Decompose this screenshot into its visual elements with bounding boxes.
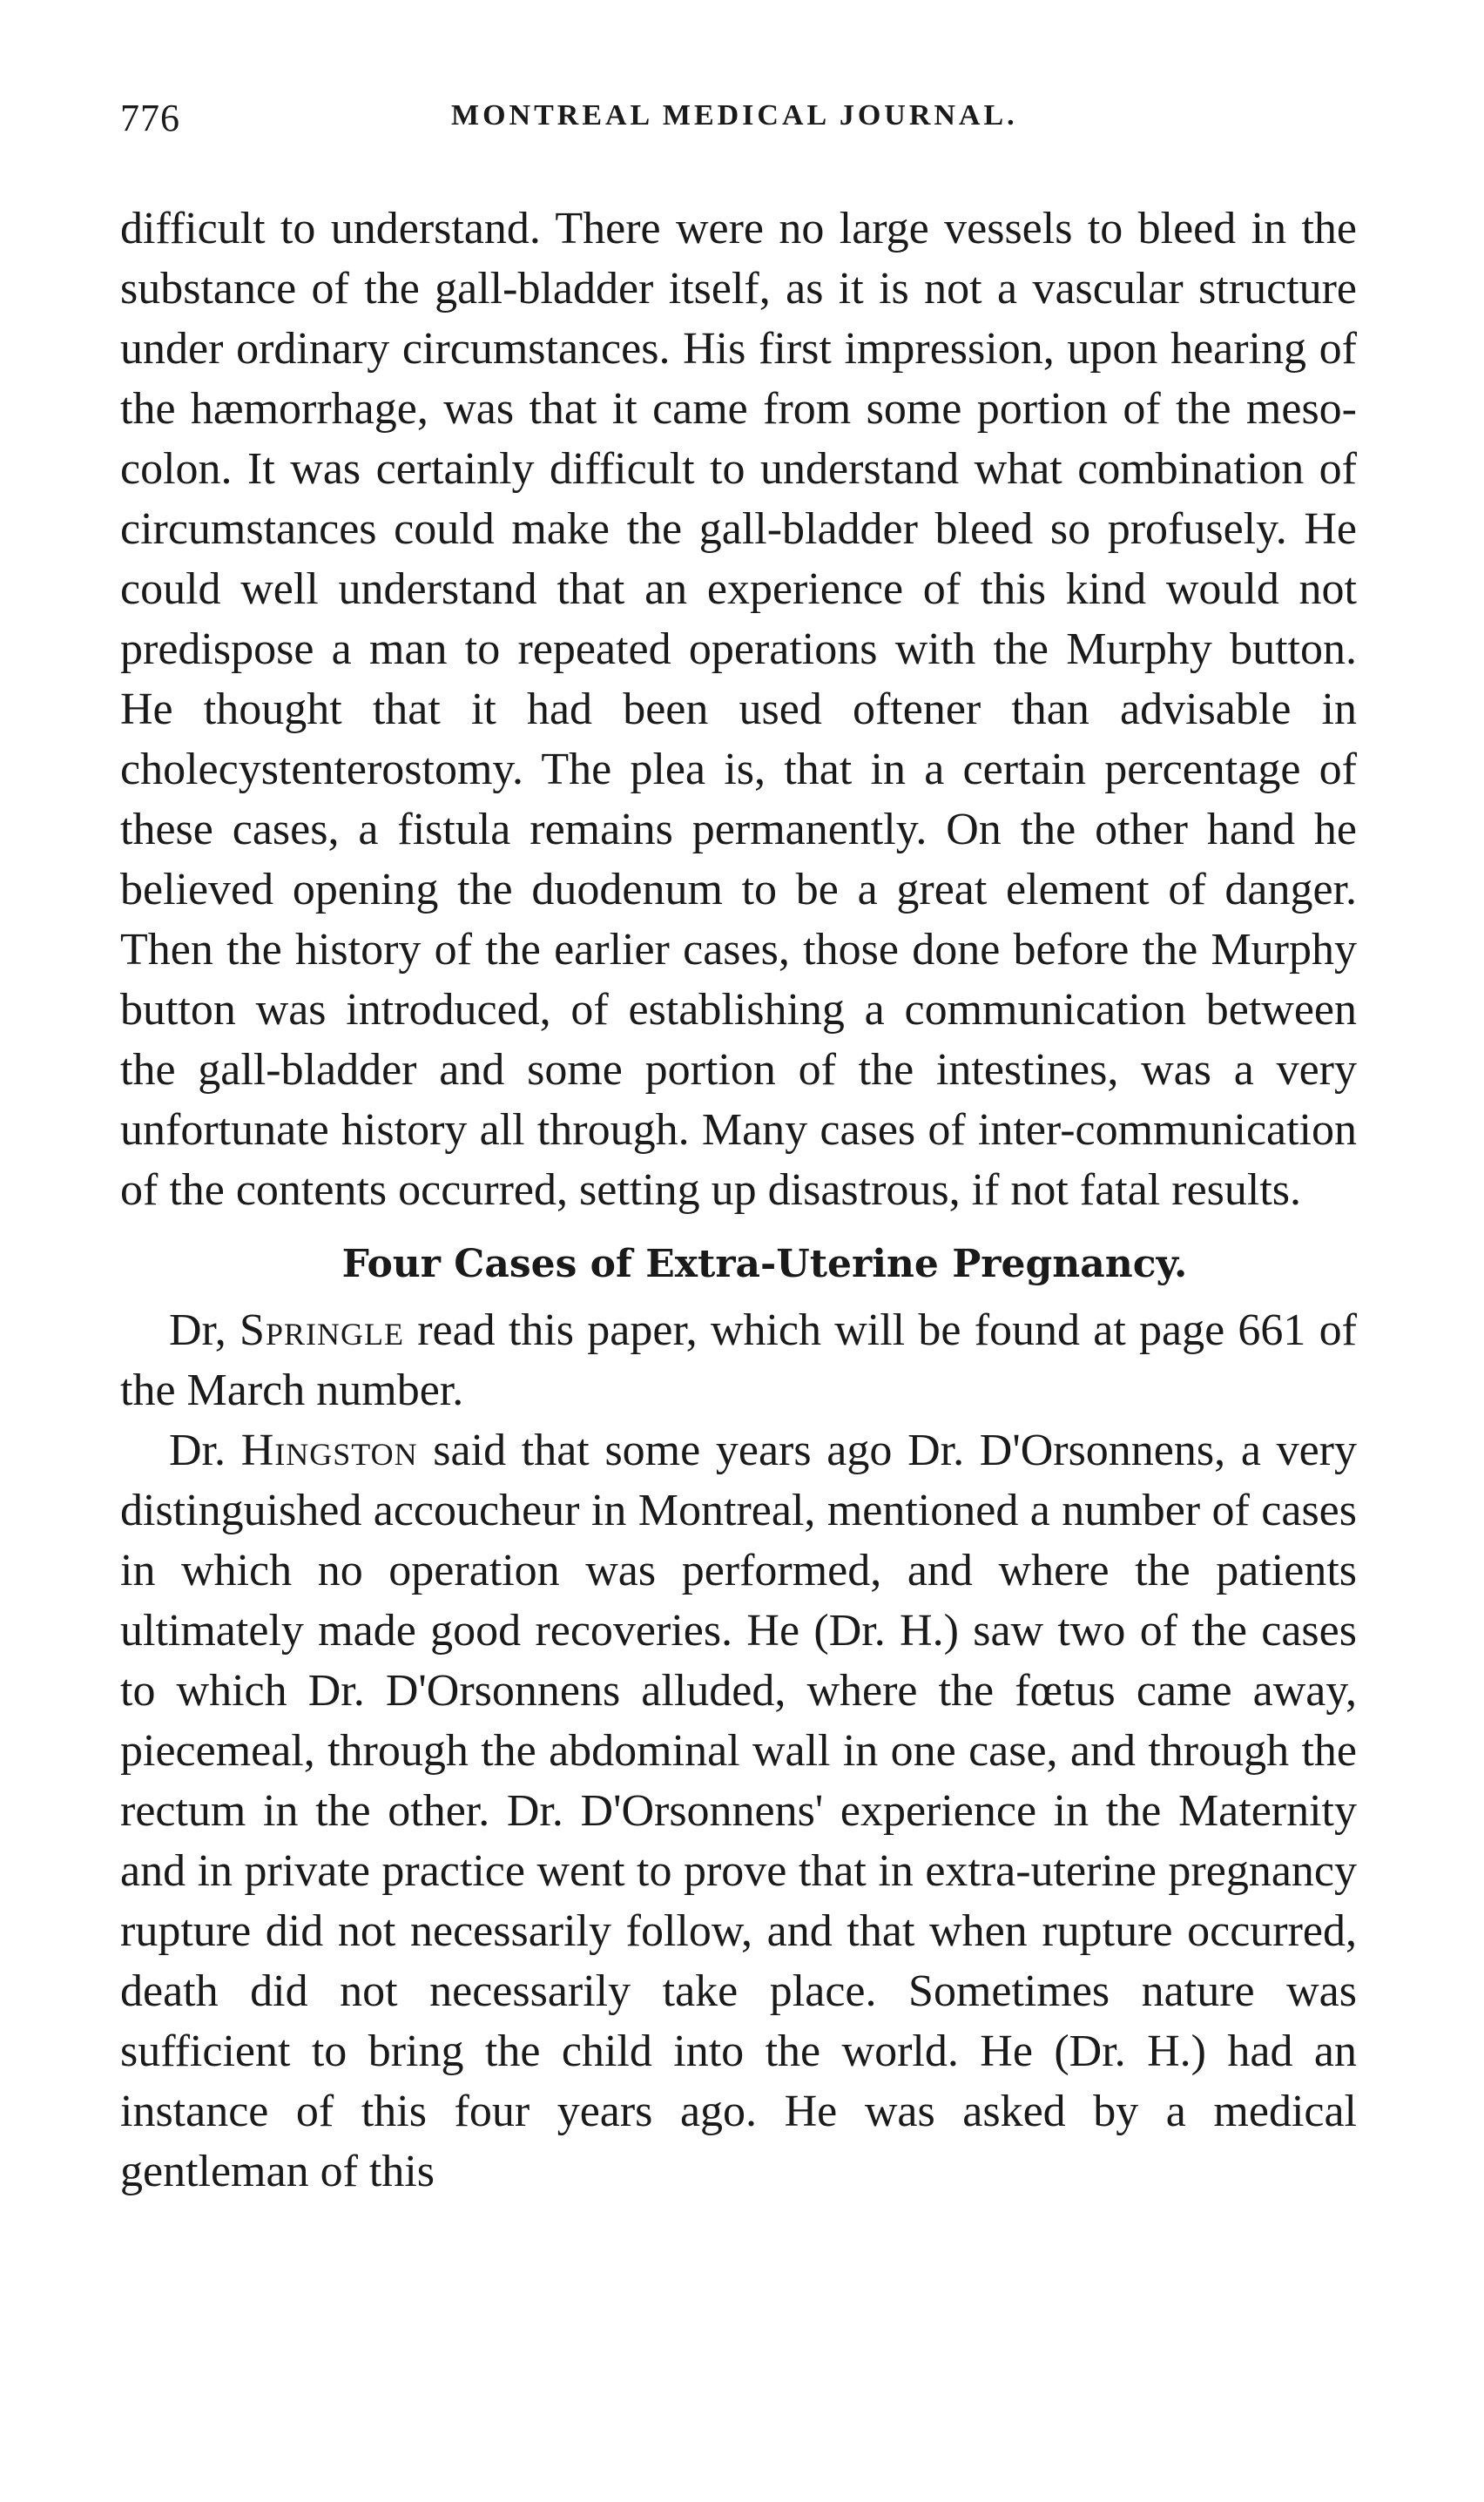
page-number: 776 [120,97,180,139]
speaker-title: Dr. [169,1426,241,1475]
paragraph-hingston [120,1420,1357,2202]
paragraph-springle [120,1300,1357,1420]
paragraph-text: read this paper, which will be found at page 661 of the March number. [120,1305,1357,1415]
speaker-name: Springle [239,1305,404,1355]
journal-title: MONTREAL MEDICAL JOURNAL. [451,99,1018,132]
paragraph-text: said that some years ago Dr. D'Orsonnens, a very distinguished accoucheur in Montreal, mentioned a number of cases in which no operation was performed, and where the patients ultimately made good recoveries. He (Dr. H.) saw two of the cases to which Dr. D'Orsonnens alluded, where the fœtus came away, piecemeal, through the abdominal wall in one case, and through the rectum in the other. Dr. D'Orsonnens' experience in the Maternity and in private practice went to prove that in extra-uterine pregnancy rupture did not necessarily follow, and that when rupture occurred, death did not necessarily take place. Sometimes nature was sufficient to bring the child into the world. He (Dr. H.) had an instance of this four years ago. He was asked by a medical gentleman of this [120,1426,1357,2196]
body-text [120,199,1357,2202]
running-head [120,96,1357,148]
section-heading: Four Cases of Extra-Uterine Pregnancy. [341,1242,1188,1286]
speaker-name: Hingston [240,1426,418,1475]
speaker-title: Dr, [169,1305,240,1355]
paragraph-continuation: difficult to understand. There were no large vessels to bleed in the substance of the gall-bladder itself, as it is not a vascular structure under ordinary circumstances. His first impression, upon hearing of the hæmorrhage, was that it came from some portion of the meso-colon. It was certainly difficult to understand what combination of circumstances could make the gall-bladder bleed so profusely. He could well understand that an experience of this kind would not predispose a man to repeated operations with the Murphy button. He thought that it had been used oftener than advisable in cholecystenterostomy. The plea is, that in a certain percentage of these cases, a fistula remains permanently. On the other hand he believed opening the duodenum to be a great element of danger. Then the history of the earlier cases, those done before the Murphy button was introduced, of establishing a communication between the gall-bladder and some portion of the intestines, was a very unfortunate history all through. Many cases of inter-communication of the contents occurred, setting up disastrous, if not fatal results. [120,204,1357,1215]
journal-page [120,96,1357,2202]
